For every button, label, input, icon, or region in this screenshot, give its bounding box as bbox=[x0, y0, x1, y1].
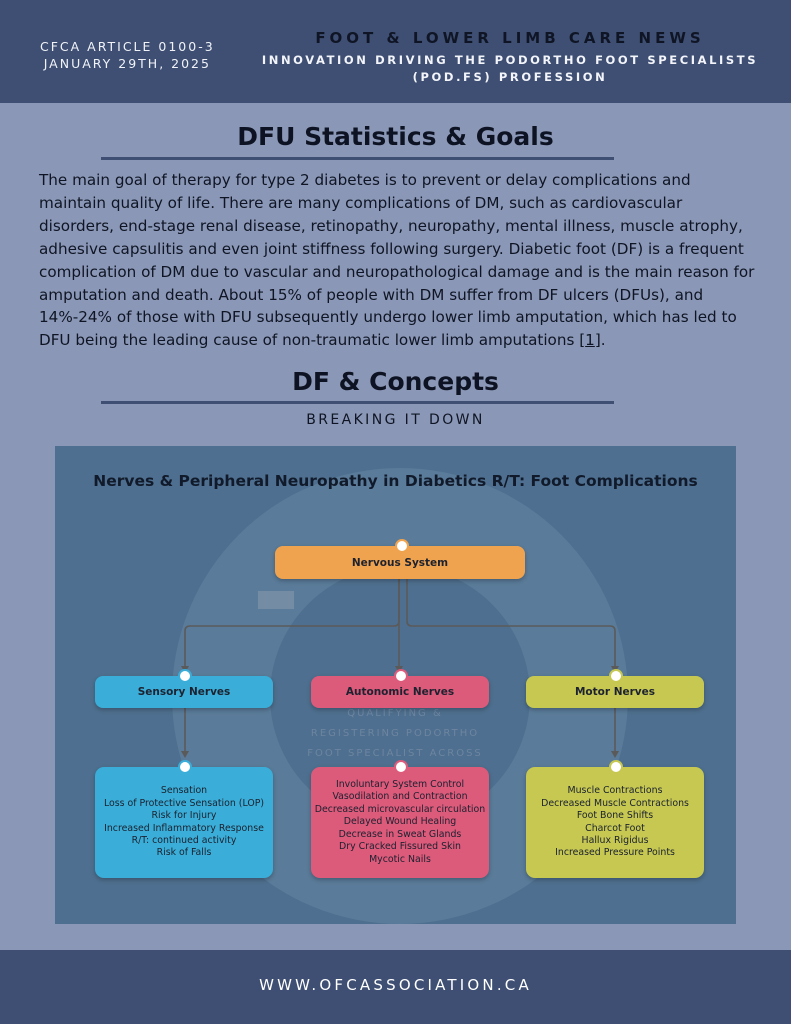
section-title-df-concepts: DF & Concepts bbox=[292, 367, 499, 396]
detail-item: Decreased microvascular circulation bbox=[314, 803, 486, 815]
detail-item: Charcot Foot bbox=[585, 822, 645, 834]
subtitle-line-2: (POD.FS) PROFESSION bbox=[412, 70, 608, 84]
node-connector-dot bbox=[395, 539, 409, 553]
node-connector-dot bbox=[178, 669, 192, 683]
node-label: Nervous System bbox=[351, 556, 449, 569]
node-connector-dot bbox=[609, 669, 623, 683]
detail-item: Dry Cracked Fissured Skin bbox=[339, 841, 461, 853]
watermark-line: QUALIFYING & bbox=[347, 708, 443, 719]
section-title-dfu-statistics: DFU Statistics & Goals bbox=[237, 122, 554, 151]
article-date: JANUARY 29TH, 2025 bbox=[43, 56, 211, 71]
detail-item: Foot Bone Shifts bbox=[576, 810, 654, 822]
detail-motor bbox=[526, 767, 704, 878]
watermark-text bbox=[255, 704, 535, 764]
detail-item: R/T: continued activity bbox=[131, 834, 237, 846]
watermark-line: FOOT SPECIALIST ACROSS bbox=[307, 748, 483, 759]
page-header bbox=[0, 0, 791, 103]
citation-link[interactable]: 1 bbox=[585, 331, 595, 350]
page-footer bbox=[0, 950, 791, 1024]
section-subtitle: BREAKING IT DOWN bbox=[306, 412, 485, 428]
paragraph-text: The main goal of therapy for type 2 diabetes is to prevent or delay complications and maintain quality of life. There are many complications of DM, such as cardiovascular disorders, end-stage renal disease, retinopathy, neuropathy, mental illness, muscle atrophy, adhesive capsulitis and even joint stiffness following surgery. Diabetic foot (DF) is a frequent complication of DM due to vascular and neuropathological damage and is the main reason for amputation and death. About 15% of people with DM suffer from DF ulcers (DFUs), and 14%-24% of those with DFU subsequently undergo lower limb amputation, which has led to DFU being the leading cause of non-traumatic lower limb amputations bbox=[39, 171, 755, 350]
detail-item: Delayed Wound Healing bbox=[343, 816, 457, 828]
watermark-line: REGISTERING PODORTHO bbox=[310, 728, 480, 739]
dfu-paragraph: The main goal of therapy for type 2 diabetes is to prevent or delay complications and maintain quality of life. There are many complications of DM, such as cardiovascular disorders, end-stage renal disease, retinopathy, neuropathy, mental illness, muscle atrophy, adhesive capsulitis and even joint stiffness following surgery. Diabetic foot (DF) is a frequent complication of DM due to vascular and neuropathological damage and is the main reason for amputation and death. About 15% of people with DM suffer from DF ulcers (DFUs), and 14%-24% of those with DFU subsequently undergo lower limb amputation, which has led to DFU being the leading cause of non-traumatic lower limb amputations [1]. bbox=[39, 171, 755, 350]
flag-shape bbox=[258, 591, 294, 609]
detail-item: Increased Inflammatory Response bbox=[104, 822, 264, 834]
detail-item: Vasodilation and Contraction bbox=[332, 791, 468, 803]
node-connector-dot bbox=[394, 760, 408, 774]
detail-item: Decreased Muscle Contractions bbox=[541, 797, 689, 809]
newsletter-subtitle bbox=[250, 52, 770, 86]
detail-item: Involuntary System Control bbox=[335, 779, 465, 791]
node-connector-dot bbox=[178, 760, 192, 774]
section-divider bbox=[101, 401, 614, 404]
node-label: Sensory Nerves bbox=[137, 686, 231, 698]
node-connector-dot bbox=[609, 760, 623, 774]
detail-sensory bbox=[95, 767, 273, 878]
detail-item: Muscle Contractions bbox=[567, 785, 663, 797]
diagram-title: Nerves & Peripheral Neuropathy in Diabetics R/T: Foot Complications bbox=[93, 472, 698, 490]
article-meta bbox=[40, 38, 215, 72]
section-divider bbox=[101, 157, 614, 160]
node-connector-dot bbox=[394, 669, 408, 683]
article-id: CFCA ARTICLE 0100-3 bbox=[40, 39, 215, 54]
newsletter-title: FOOT & LOWER LIMB CARE NEWS bbox=[315, 29, 705, 47]
detail-item: Loss of Protective Sensation (LOP) bbox=[103, 797, 265, 809]
detail-item: Mycotic Nails bbox=[369, 853, 431, 865]
detail-item: Risk of Falls bbox=[156, 847, 212, 859]
detail-item: Hallux Rigidus bbox=[581, 834, 649, 846]
detail-item: Increased Pressure Points bbox=[555, 847, 675, 859]
node-label: Motor Nerves bbox=[574, 686, 656, 698]
nerves-diagram bbox=[55, 446, 736, 924]
detail-item: Sensation bbox=[160, 785, 208, 797]
node-label: Autonomic Nerves bbox=[345, 686, 455, 698]
paragraph-end: . bbox=[600, 331, 606, 350]
subtitle-line-1: INNOVATION DRIVING THE PODORTHO FOOT SPECIALISTS bbox=[261, 53, 759, 67]
footer-website-link[interactable]: WWW.OFCASSOCIATION.CA bbox=[259, 976, 532, 994]
detail-item: Risk for Injury bbox=[151, 810, 217, 822]
detail-item: Decrease in Sweat Glands bbox=[338, 828, 462, 840]
detail-autonomic bbox=[311, 767, 489, 878]
